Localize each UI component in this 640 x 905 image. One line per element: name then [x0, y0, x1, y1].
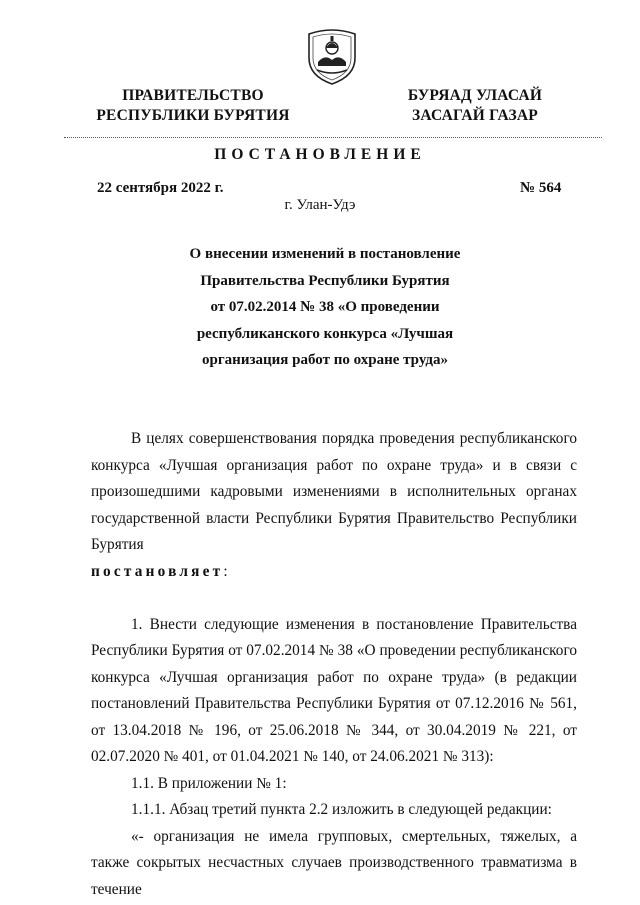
header-left-line1: ПРАВИТЕЛЬСТВО	[122, 87, 264, 104]
title-line: республиканского конкурса «Лучшая	[196, 325, 454, 342]
decree-colon: :	[223, 562, 228, 580]
quote-paragraph: «- организация не имела групповых, смертельных, тяжелых, а также сокрытых несчастных случаев производственного травматизма в течение	[91, 827, 577, 898]
title-line: Правительства Республики Бурятия	[200, 272, 450, 289]
government-header-ru	[88, 86, 298, 126]
header-divider	[64, 137, 602, 138]
decree-line	[91, 559, 577, 586]
document-date: 22 сентября 2022 г.	[97, 180, 224, 196]
item-1-1-paragraph: 1.1. В приложении № 1:	[131, 774, 287, 792]
document-title	[160, 241, 490, 374]
title-line: от 07.02.2014 № 38 «О проведении	[210, 299, 440, 315]
document-city: г. Улан-Удэ	[284, 197, 356, 213]
title-line: организация работ по охране труда»	[202, 352, 448, 368]
header-left-line2: РЕСПУБЛИКИ БУРЯТИЯ	[96, 107, 290, 124]
document-number: № 564	[520, 180, 562, 196]
document-body	[91, 426, 577, 903]
decree-word: постановляет	[91, 562, 224, 580]
item-1-paragraph: 1. Внести следующие изменения в постановление Правительства Республики Бурятия от 07.02.2014 № 38 «О проведении республиканского конкурса «Лучшая организация работ по охране труда» (в редакции постановлений Правительства Республики Бурятия от 07.12.2016 № 561, от 13.04.2018 № 196, от 25.06.2018 № 344, от 30.04.2019 № 221, от 02.07.2020 № 401, от 01.04.2021 № 140, от 24.06.2021 № 313):	[91, 615, 577, 765]
item-1-1-1-paragraph: 1.1.1. Абзац третий пункта 2.2 изложить в следующей редакции:	[131, 801, 552, 818]
preamble-paragraph	[91, 426, 577, 559]
document-type: ПОСТАНОВЛЕНИЕ	[214, 146, 426, 163]
coat-of-arms-emblem	[303, 24, 361, 86]
preamble-text: В целях совершенствования порядка проведения республиканского конкурса «Лучшая организация работ по охране труда» и в связи с произошедшими кадровыми изменениями в исполнительных органах государственной власти Республики Бурятия Правительство Республики Бурятия	[91, 430, 577, 553]
title-line: О внесении изменений в постановление	[189, 246, 461, 262]
header-right-line1: БУРЯАД УЛАСАЙ	[407, 87, 543, 104]
header-right-line2: ЗАСАГАЙ ГАЗАР	[412, 107, 538, 124]
government-header-bua	[390, 86, 560, 126]
